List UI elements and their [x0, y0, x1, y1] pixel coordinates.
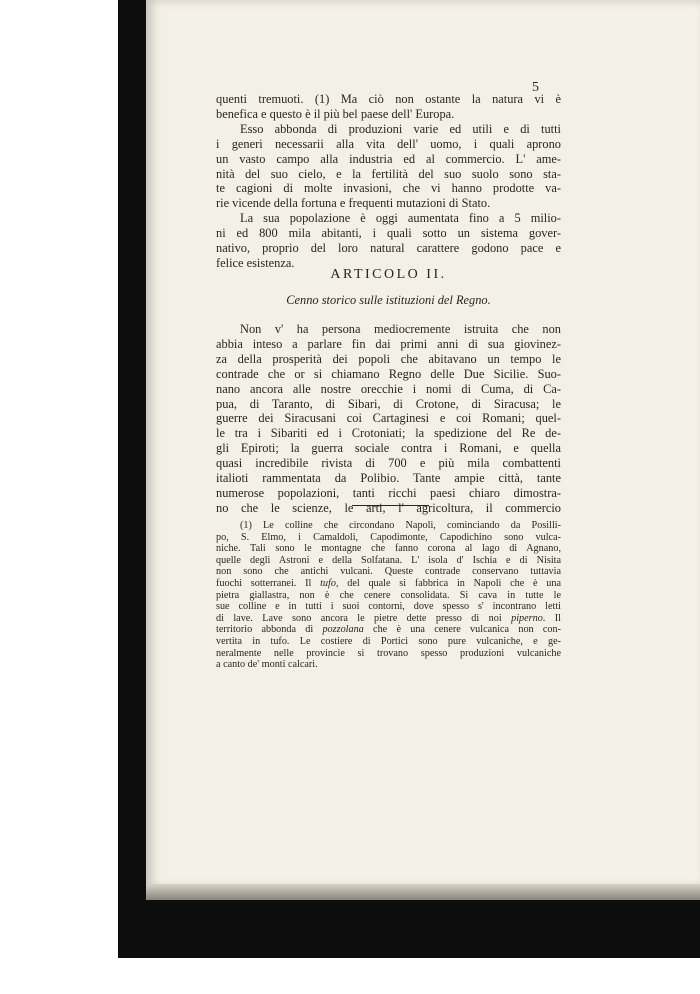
text-line: Esso abbonda di produzioni varie ed utili e di tutti	[240, 121, 561, 136]
footnote-line	[216, 624, 561, 636]
footnote-fragment: fuochi sotterranei. Il	[216, 577, 321, 589]
section-2-text	[216, 322, 561, 516]
footnote	[216, 520, 561, 671]
footnote-fragment: che è una cenere vulcanica non con-	[363, 624, 561, 636]
footnote-fragment: , del quale si fabbrica in Napoli che è una	[335, 577, 561, 589]
text-line: quasi incredibile rivista di 700 e più mila combattenti	[216, 456, 561, 471]
footnote-line	[216, 578, 561, 590]
footnote-italic-term: piperno	[511, 612, 543, 624]
footnote-fragment: di lave. Lave sono ancora le pietre dette presso di noi	[216, 612, 512, 624]
footnote-line: po, S. Elmo, i Camaldoli, Capodimonte, Capodichino sono vulca-	[216, 531, 561, 543]
footnote-italic-term: pozzolana	[322, 624, 364, 636]
text-line: contrade che or si chiamano Regno delle Due Sicilie. Suo-	[216, 366, 561, 381]
text-line: abbia inteso a parlare fin dai primi anni di sua giovinez-	[216, 336, 561, 351]
footnote-line: non sono che antichi vulcani. Queste contrade conservano tuttavia	[216, 566, 561, 578]
text-line: za della prosperità dei popoli che abitavano un tempo le	[216, 351, 561, 366]
footnote-line: a canto de' monti calcari.	[216, 659, 318, 671]
text-line: quenti tremuoti. (1) Ma ciò non ostante la natura vi è	[216, 92, 561, 106]
footnote-line	[216, 613, 561, 625]
footnote-line: pietra giallastra, non è che cenere consolidata. Si cava in tutte le	[216, 589, 561, 601]
footnote-line: niche. Tali sono le montagne che fanno corona al lago di Agnano,	[216, 543, 561, 555]
text-line: gli Epiroti; la guerra sociale contra i Romani, e quella	[216, 441, 561, 456]
footnote-fragment: territorio abbonda di	[216, 624, 323, 636]
text-line: no che le scienze, le arti, l' agricoltura, il commercio	[216, 500, 561, 515]
text-line: guerre dei Siracusani coi Cartaginesi e coi Romani; quel-	[216, 411, 561, 426]
footnote-italic-term: tufo	[320, 577, 336, 589]
footnote-line: quelle degli Astroni e della Solfatana. L' isola d' Ischia e di Nisita	[216, 554, 561, 566]
footnote-fragment: . Il	[542, 612, 561, 624]
text-line: Non v' ha persona mediocremente istruita che non	[240, 322, 561, 336]
footnote-line: sue colline e in tutti i suoi contorni, dove spesso s' incontrano letti	[216, 601, 561, 613]
footnote-line: (1) Le colline che circondano Napoli, cominciando da Posilli-	[240, 520, 561, 531]
text-line: rie vicende della fortuna e frequenti mutazioni di Stato.	[216, 196, 491, 211]
text-line: felice esistenza.	[216, 255, 295, 270]
text-line: italioti rammentata da Polibio. Tante ampie città, tante	[216, 471, 561, 486]
footnote-line: vertita in tufo. Le costiere di Portici sono pure vulcaniche, e ge-	[216, 635, 561, 647]
text-line: ni ed 800 mila abitanti, i quali sotto un sistema gover-	[216, 226, 561, 241]
page-number: 5	[532, 80, 539, 95]
article-subheading: Cenno storico sulle istituzioni del Regno.	[286, 293, 491, 307]
text-line: te cagioni di molte invasioni, che vi hanno prodotte va-	[216, 181, 561, 196]
text-line: La sua popolazione è oggi aumentata fino a 5 milio-	[240, 211, 561, 226]
text-line: benefica e questo è il più bel paese dell' Europa.	[216, 106, 455, 121]
text-line: i generi necessarii alla vita dell' uomo, i quali aprono	[216, 136, 561, 151]
text-line: pua, di Taranto, di Sibari, di Crotone, di Siracusa; le	[216, 396, 561, 411]
text-line: nativo, proprio del loro natural carattere godono pace e	[216, 241, 561, 256]
article-heading: ARTICOLO II.	[330, 267, 447, 282]
text-line: un vasto campo alla industria ed al commercio. L' ame-	[216, 151, 561, 166]
text-line: le tra i Sibariti ed i Crotoniati; la spedizione del Re de-	[216, 426, 561, 441]
text-line: nano ancora alle nostre orecchie i nomi di Cuma, di Ca-	[216, 381, 561, 396]
page-bottom-edge	[146, 884, 700, 900]
text-line: nità del suo cielo, e la fertilità del suo suolo sono sta-	[216, 166, 561, 181]
footnote-separator	[352, 505, 429, 506]
text-line: numerose popolazioni, tanti ricchi paesi chiaro dimostra-	[216, 485, 561, 500]
section-1-text	[216, 92, 561, 271]
footnote-line: neralmente nelle provincie si trovano spesso produzioni vulcaniche	[216, 647, 561, 659]
